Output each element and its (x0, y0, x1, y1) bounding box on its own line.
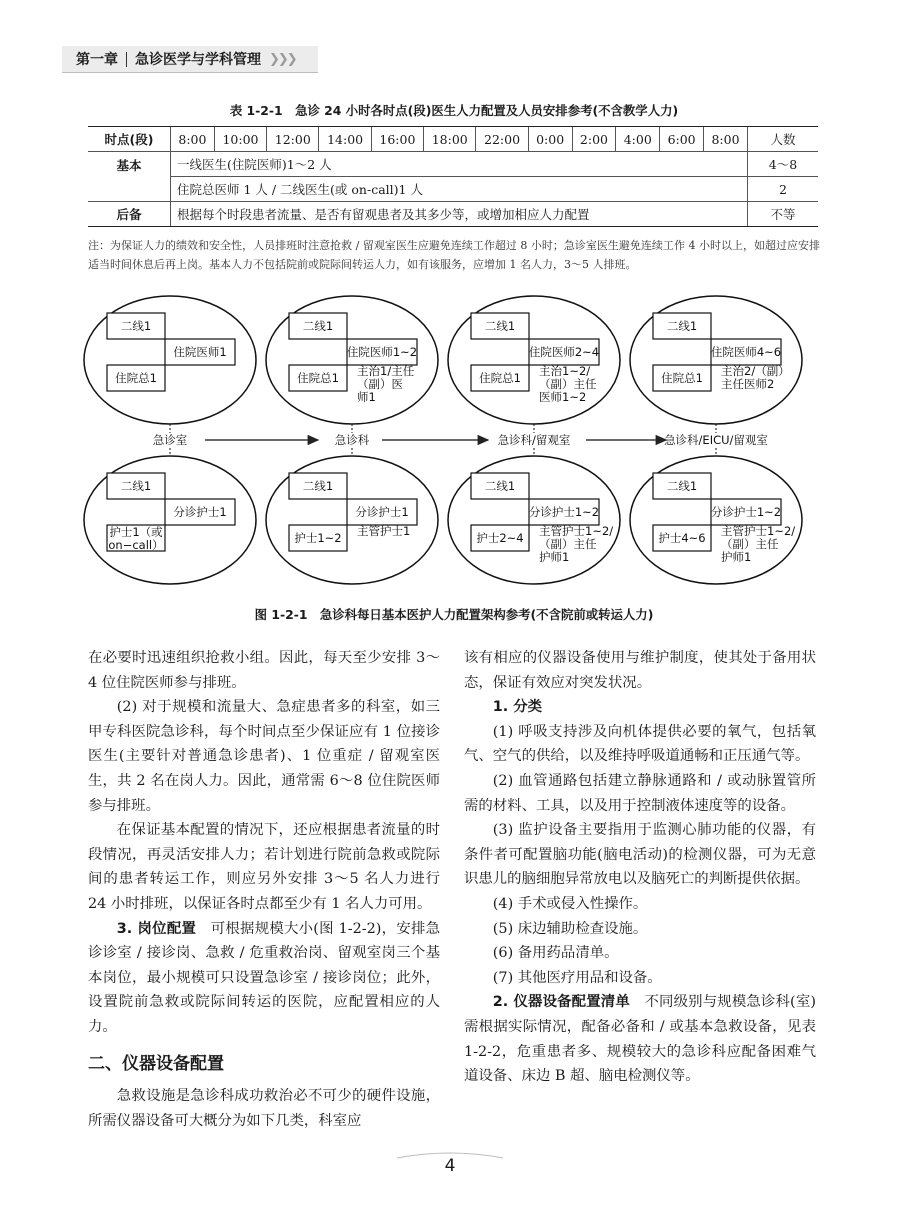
doctor-mid-label: 住院医师1~2 (346, 345, 418, 359)
stage-label: 急诊科 (334, 433, 370, 447)
doctor-left-label: 住院总1 (115, 371, 157, 385)
doctor-right-label: 主治1~2/ (539, 364, 591, 378)
time-cell: 14:00 (319, 127, 371, 152)
table-caption: 表 1-2-1 急诊 24 小时各时点(段)医生人力配置及人员安排参考(不含教学人力) (229, 103, 679, 118)
list-item: (4) 手术或侵入性操作。 (492, 895, 648, 912)
time-cell: 22:00 (476, 127, 528, 152)
list-item: (7) 其他医疗用品和设备。 (492, 969, 662, 986)
table-row (88, 152, 818, 177)
time-cell: 18:00 (424, 127, 476, 152)
doctor-right-label: 医师1~2 (539, 390, 587, 404)
doctor-right-label: 主治2/（副） (721, 364, 790, 378)
nurse-right-label: 主管护士1~2/ (721, 524, 796, 538)
backup-text-cell: 根据每个时段患者流量、是否有留观患者及其多少等，或增加相应人力配置 (171, 202, 748, 227)
nurse-top-label: 二线1 (302, 479, 334, 493)
table-row (88, 202, 818, 227)
nurse-top-label: 二线1 (484, 479, 516, 493)
table-header-cell: 时点(段) (88, 127, 171, 152)
paragraph: 在保证基本配置的情况下，还应根据患者流量的时段情况，再灵活安排人力；若计划进行院前急救或院际间的患者转运工作，则应另外安排 3～5 名人力进行 24 小时排班，以保证各时点都至少有 1 名人力可用。 (88, 822, 440, 912)
time-cell: 6:00 (660, 127, 704, 152)
paragraph-text: 可根据规模大小(图 1-2-2)，安排急诊诊室 / 接诊岗、急救 / 危重救治岗、留观室岗三个基本岗位，最小规模可只设置急诊室 / 接诊岗位；此外，设置院前急救或院际间转运的医院，应配置相应的人力。 (88, 920, 440, 1035)
time-cell: 8:00 (171, 127, 215, 152)
table-header-row (88, 127, 818, 152)
diagram-body (84, 296, 802, 584)
time-cell: 8:00 (704, 127, 748, 152)
table-note: 注：为保证人力的绩效和安全性，人员排班时注意抢救 / 留观室医生应避免连续工作超过 8 小时；急诊室医生避免连续工作 4 小时以上，如超过应安排适当时间休息后再上岗。基本人力不包括院前或院际间转运人力，如有该服务，应增加 1 名人力，3～5 人排班。 (88, 239, 820, 271)
paragraph (88, 917, 440, 1040)
basic-label-cell: 基本 (88, 152, 171, 202)
time-cell: 16:00 (371, 127, 423, 152)
backup-label-cell: 后备 (88, 202, 171, 227)
nurse-left-label: 护士1（或 (109, 525, 163, 539)
doctor-right-label: （副）主任 (539, 377, 597, 391)
nurse-right-label: 主管护士1 (357, 524, 411, 538)
nurse-right-label: 护师1 (539, 550, 570, 564)
staffing-diagram (0, 290, 900, 600)
chapter-title: 急诊医学与学科管理 (135, 52, 261, 68)
doctor-right-label: 主任医师2 (721, 377, 775, 391)
time-cell: 10:00 (214, 127, 266, 152)
nurse-right-label: （副）主任 (539, 537, 597, 551)
header-divider (126, 52, 127, 67)
basic-row1-cell: 一线医生(住院医师)1～2 人 (171, 152, 748, 177)
doctor-top-label: 二线1 (120, 319, 152, 333)
paragraph-heading: 2. 仪器设备配置清单 (492, 994, 630, 1011)
nurse-left-label: on−call） (108, 538, 164, 552)
nurse-left-label: 护士2~4 (476, 531, 524, 545)
time-cell: 0:00 (528, 127, 572, 152)
right-column (464, 646, 816, 1089)
nurse-mid-label: 分诊护士1 (173, 505, 227, 519)
paragraph-heading: 3. 岗位配置 (116, 920, 197, 937)
stage-label: 急诊科/留观室 (497, 433, 571, 447)
figure-caption: 图 1-2-1 急诊科每日基本医护人力配置架构参考(不含院前或转运人力) (254, 607, 654, 622)
doctor-mid-label: 住院医师1 (173, 345, 227, 359)
nurse-top-label: 二线1 (120, 479, 152, 493)
count-header-cell: 人数 (748, 127, 819, 152)
stage-label: 急诊室 (152, 433, 188, 447)
time-cell: 12:00 (267, 127, 319, 152)
doctor-right-label: 主治1/主任 (357, 364, 415, 378)
doctor-right-label: （副）医 (357, 377, 403, 391)
paragraph: 在必要时迅速组织抢救小组。因此，每天至少安排 3～4 位住院医师参与排班。 (88, 650, 440, 691)
table-row (88, 177, 818, 202)
list-item: (2) 血管通路包括建立静脉通路和 / 或动脉置管所需的材料、工具，以及用于控制液体速度等的设备。 (464, 772, 816, 814)
doctor-left-label: 住院总1 (479, 371, 521, 385)
nurse-mid-label: 分诊护士1~2 (710, 505, 782, 519)
doctor-top-label: 二线1 (484, 319, 516, 333)
paragraph: (2) 对于规模和流量大、急症患者多的科室，如三甲专科医院急诊科，每个时间点至少保证应有 1 位接诊医生(主要针对普通急诊患者)、1 位重症 / 留观室医生，共 2 名在岗人力。因此，通常需 6～8 位住院医师参与排班。 (88, 699, 440, 814)
basic-row2-count: 2 (748, 177, 819, 202)
doctor-left-label: 住院总1 (661, 371, 703, 385)
paragraph-text: 不同级别与规模急诊科(室)需根据实际情况，配备必备和 / 或基本急救设备，见表 1-2-2，危重患者多、规模较大的急诊科应配备困难气道设备、床边 B 超、脑电检测仪等。 (464, 994, 816, 1085)
doctor-right-label: 师1 (357, 390, 376, 404)
paragraph: 急救设施是急诊科成功救治必不可少的硬件设施，所需仪器设备可大概分为如下几类，科室应 (88, 1088, 440, 1129)
left-column (88, 646, 440, 1133)
list-item: (3) 监护设备主要指用于监测心肺功能的仪器，有条件者可配置脑功能(脑电活动)的检测仪器，可为无意识患儿的脑细胞异常放电以及脑死亡的判断提供依据。 (464, 822, 816, 888)
time-cell: 4:00 (616, 127, 660, 152)
stage-label: 急诊科/EICU/留观室 (664, 433, 768, 447)
doctor-mid-label: 住院医师4~6 (710, 345, 782, 359)
subheading: 1. 分类 (492, 699, 543, 716)
chevron-right-icon: ❯❯❯ (269, 51, 296, 67)
paragraph (464, 990, 816, 1088)
list-item: (6) 备用药品清单。 (492, 945, 619, 962)
staffing-table (88, 126, 818, 227)
chapter-label: 第一章 (76, 52, 118, 68)
basic-row1-count: 4～8 (748, 152, 819, 177)
nurse-right-label: 主管护士1~2/ (539, 524, 614, 538)
doctor-top-label: 二线1 (666, 319, 698, 333)
list-item: (5) 床边辅助检查设施。 (492, 920, 648, 937)
doctor-mid-label: 住院医师2~4 (528, 345, 600, 359)
nurse-left-label: 护士1~2 (294, 531, 342, 545)
nurse-mid-label: 分诊护士1 (355, 505, 409, 519)
page-number: 4 (444, 1156, 456, 1176)
list-item: (1) 呼吸支持涉及向机体提供必要的氧气，包括氧气、空气的供给，以及维持呼吸道通畅和正压通气等。 (464, 723, 816, 765)
nurse-right-label: （副）主任 (721, 537, 779, 551)
nurse-right-label: 护师1 (721, 550, 752, 564)
doctor-top-label: 二线1 (302, 319, 334, 333)
paragraph: 该有相应的仪器设备使用与维护制度，使其处于备用状态，保证有效应对突发状况。 (464, 650, 816, 691)
backup-count: 不等 (748, 202, 819, 227)
nurse-top-label: 二线1 (666, 479, 698, 493)
time-cell: 2:00 (572, 127, 616, 152)
basic-row2-cell: 住院总医师 1 人 / 二线医生(或 on-call)1 人 (171, 177, 748, 202)
section-heading: 二、仪器设备配置 (88, 1053, 224, 1074)
running-header (62, 46, 318, 73)
doctor-left-label: 住院总1 (297, 371, 339, 385)
nurse-mid-label: 分诊护士1~2 (528, 505, 600, 519)
nurse-left-label: 护士4~6 (658, 531, 706, 545)
